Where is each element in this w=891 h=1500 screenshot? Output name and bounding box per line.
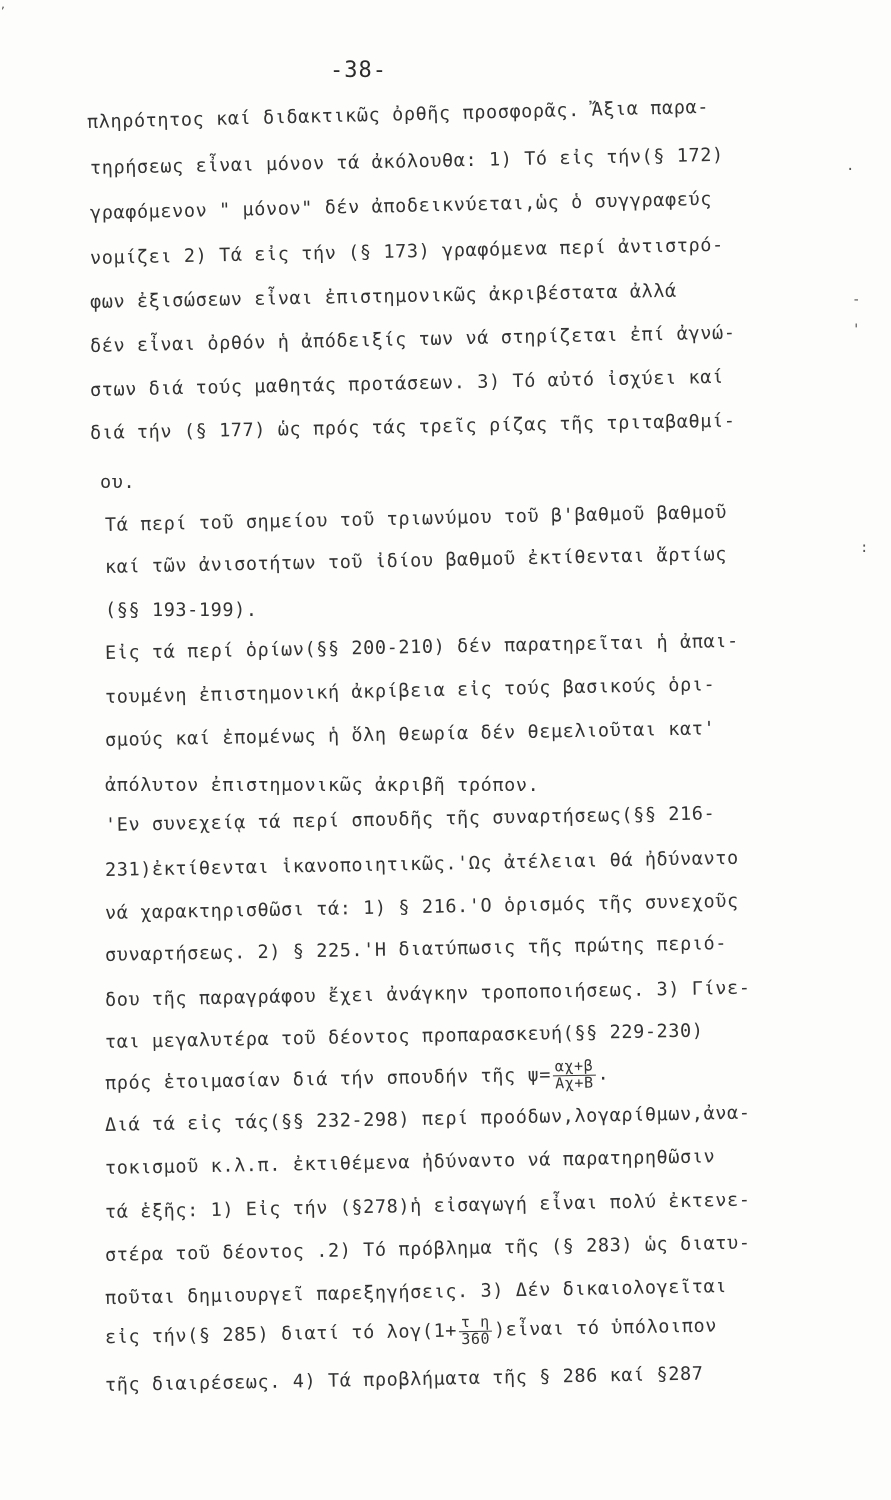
text-line-26: τά ἑξῆς: 1) Εἰς τήν (§278)ἡ εἰσαγωγή εἶναι πολύ ἐκτενε- bbox=[104, 1189, 751, 1223]
text-line-10: Τά περί τοῦ σημείου τοῦ τριωνύμου τοῦ β'βαθμοῦ βαθμοῦ bbox=[104, 501, 728, 536]
text-line-6: δέν εἶναι ὀρθόν ἡ ἀπόδειξίς των νά στηρίζεται ἐπί ἀγνώ- bbox=[89, 322, 736, 357]
fraction-log-numerator: τ η bbox=[459, 1315, 492, 1332]
text-line-7: στων διά τούς μαθητάς προτάσεων. 3) Τό αὐτό ἰσχύει καί bbox=[89, 366, 724, 401]
text-line-27: στέρα τοῦ δέοντος .2) Τό πρόβλημα τῆς (§ 283) ὡς διατυ- bbox=[104, 1232, 751, 1266]
fraction-log-denominator: 360 bbox=[461, 1329, 491, 1348]
fraction-log bbox=[459, 1312, 493, 1348]
text-line-3: γραφόμενον " μόνον" δέν ἀποδεικνύεται,ὡς ὁ συγγραφεύς bbox=[89, 188, 713, 224]
margin-colon: : bbox=[860, 540, 869, 556]
text-line-15: σμούς καί ἐπομένως ἡ ὅλη θεωρία δέν θεμελιοῦται κατ' bbox=[104, 718, 716, 751]
text-line-5: φων ἐξισώσεων εἶναι ἐπιστημονικῶς ἀκριβέστατα ἀλλά bbox=[89, 280, 677, 313]
text-line-17: 'Εν συνεχείᾳ τά περί σπουδῆς τῆς συναρτήσεως(§§ 216- bbox=[104, 803, 716, 836]
margin-dash: - bbox=[852, 292, 861, 308]
text-line-28: ποῦται δημιουργεῖ παρεξηγήσεις. 3) Δέν δικαιολογεῖται bbox=[104, 1276, 728, 1309]
text-line-18: 231)ἐκτίθενται ἱκανοποιητικῶς.'Ως ἀτέλειαι θά ἠδύναντο bbox=[104, 847, 739, 881]
fraction-psi bbox=[553, 1056, 596, 1093]
text-line-23-text: πρός ἑτοιμασίαν διά τήν σπουδήν τῆς ψ= bbox=[104, 1064, 552, 1095]
page-number: -38- bbox=[330, 58, 387, 83]
fraction-psi-suffix: . bbox=[597, 1063, 610, 1085]
margin-dot-1: . bbox=[846, 158, 855, 174]
text-line-16: ἀπόλυτον ἐπιστημονικῶς ἀκριβῆ τρόπον. bbox=[105, 775, 540, 796]
fraction-psi-denominator: Αχ+Β bbox=[554, 1073, 594, 1093]
text-line-1: πληρότητος καί διδακτικῶς ὀρθῆς προσφορᾶς. Ἄξια παρα- bbox=[86, 96, 710, 133]
text-line-2: τηρήσεως εἶναι μόνον τά ἀκόλουθα: 1) Τό εἰς τήν(§ 172) bbox=[89, 144, 724, 179]
text-line-19: νά χαρακτηρισθῶσι τά: 1) § 216.'Ο ὁρισμός τῆς συνεχοῦς bbox=[104, 890, 739, 924]
text-line-29 bbox=[105, 1310, 718, 1354]
text-line-20: συναρτήσεως. 2) § 225.'Η διατύπωσις τῆς πρώτης περιό- bbox=[104, 933, 728, 966]
text-line-23 bbox=[105, 1058, 610, 1100]
corner-artifact: , bbox=[0, 0, 7, 11]
text-line-21: δου τῆς παραγράφου ἔχει ἀνάγκην τροποποιήσεως. 3) Γίνε- bbox=[104, 977, 751, 1011]
text-line-22: ται μεγαλυτέρα τοῦ δέοντος προπαρασκευή(§§ 229-230) bbox=[104, 1020, 704, 1053]
text-line-12: (§§ 193-199). bbox=[105, 600, 258, 621]
text-line-11: καί τῶν ἀνισοτήτων τοῦ ἰδίου βαθμοῦ ἐκτίθενται ἄρτίως bbox=[104, 543, 728, 578]
text-line-24: Διά τά εἰς τάς(§§ 232-298) περί προόδων,λογαρίθμων,ἀνα- bbox=[104, 1102, 751, 1136]
text-line-29-text: εἰς τήν(§ 285) διατί τό λογ(1+ bbox=[104, 1320, 458, 1349]
fraction-psi-numerator: αχ+β bbox=[553, 1059, 596, 1077]
text-line-25: τοκισμοῦ κ.λ.π. ἐκτιθέμενα ἠδύναντο νά παρατηρηθῶσιν bbox=[104, 1146, 716, 1179]
text-line-4: νομίζει 2) Τά εἰς τήν (§ 173) γραφόμενα περί ἀντιστρό- bbox=[89, 234, 724, 269]
text-line-14: τουμένη ἐπιστημονική ἀκρίβεια εἰς τούς βασικούς ὁρι- bbox=[104, 674, 716, 708]
text-line-30: τῆς διαιρέσεως. 4) Τά προβλήματα τῆς § 286 καί §287 bbox=[104, 1363, 704, 1396]
margin-tick-1: ' bbox=[852, 322, 861, 338]
text-line-8: διά τήν (§ 177) ὡς πρός τάς τρεῖς ρίζας τῆς τριταβαθμί- bbox=[89, 410, 736, 444]
text-line-13: Εἰς τά περί ὁρίων(§§ 200-210) δέν παρατηρεῖται ἡ ἀπαι- bbox=[104, 630, 739, 664]
fraction-log-suffix: )εἶναι τό ὑπόλοιπον bbox=[493, 1315, 718, 1341]
text-line-9: ου. bbox=[100, 472, 136, 493]
